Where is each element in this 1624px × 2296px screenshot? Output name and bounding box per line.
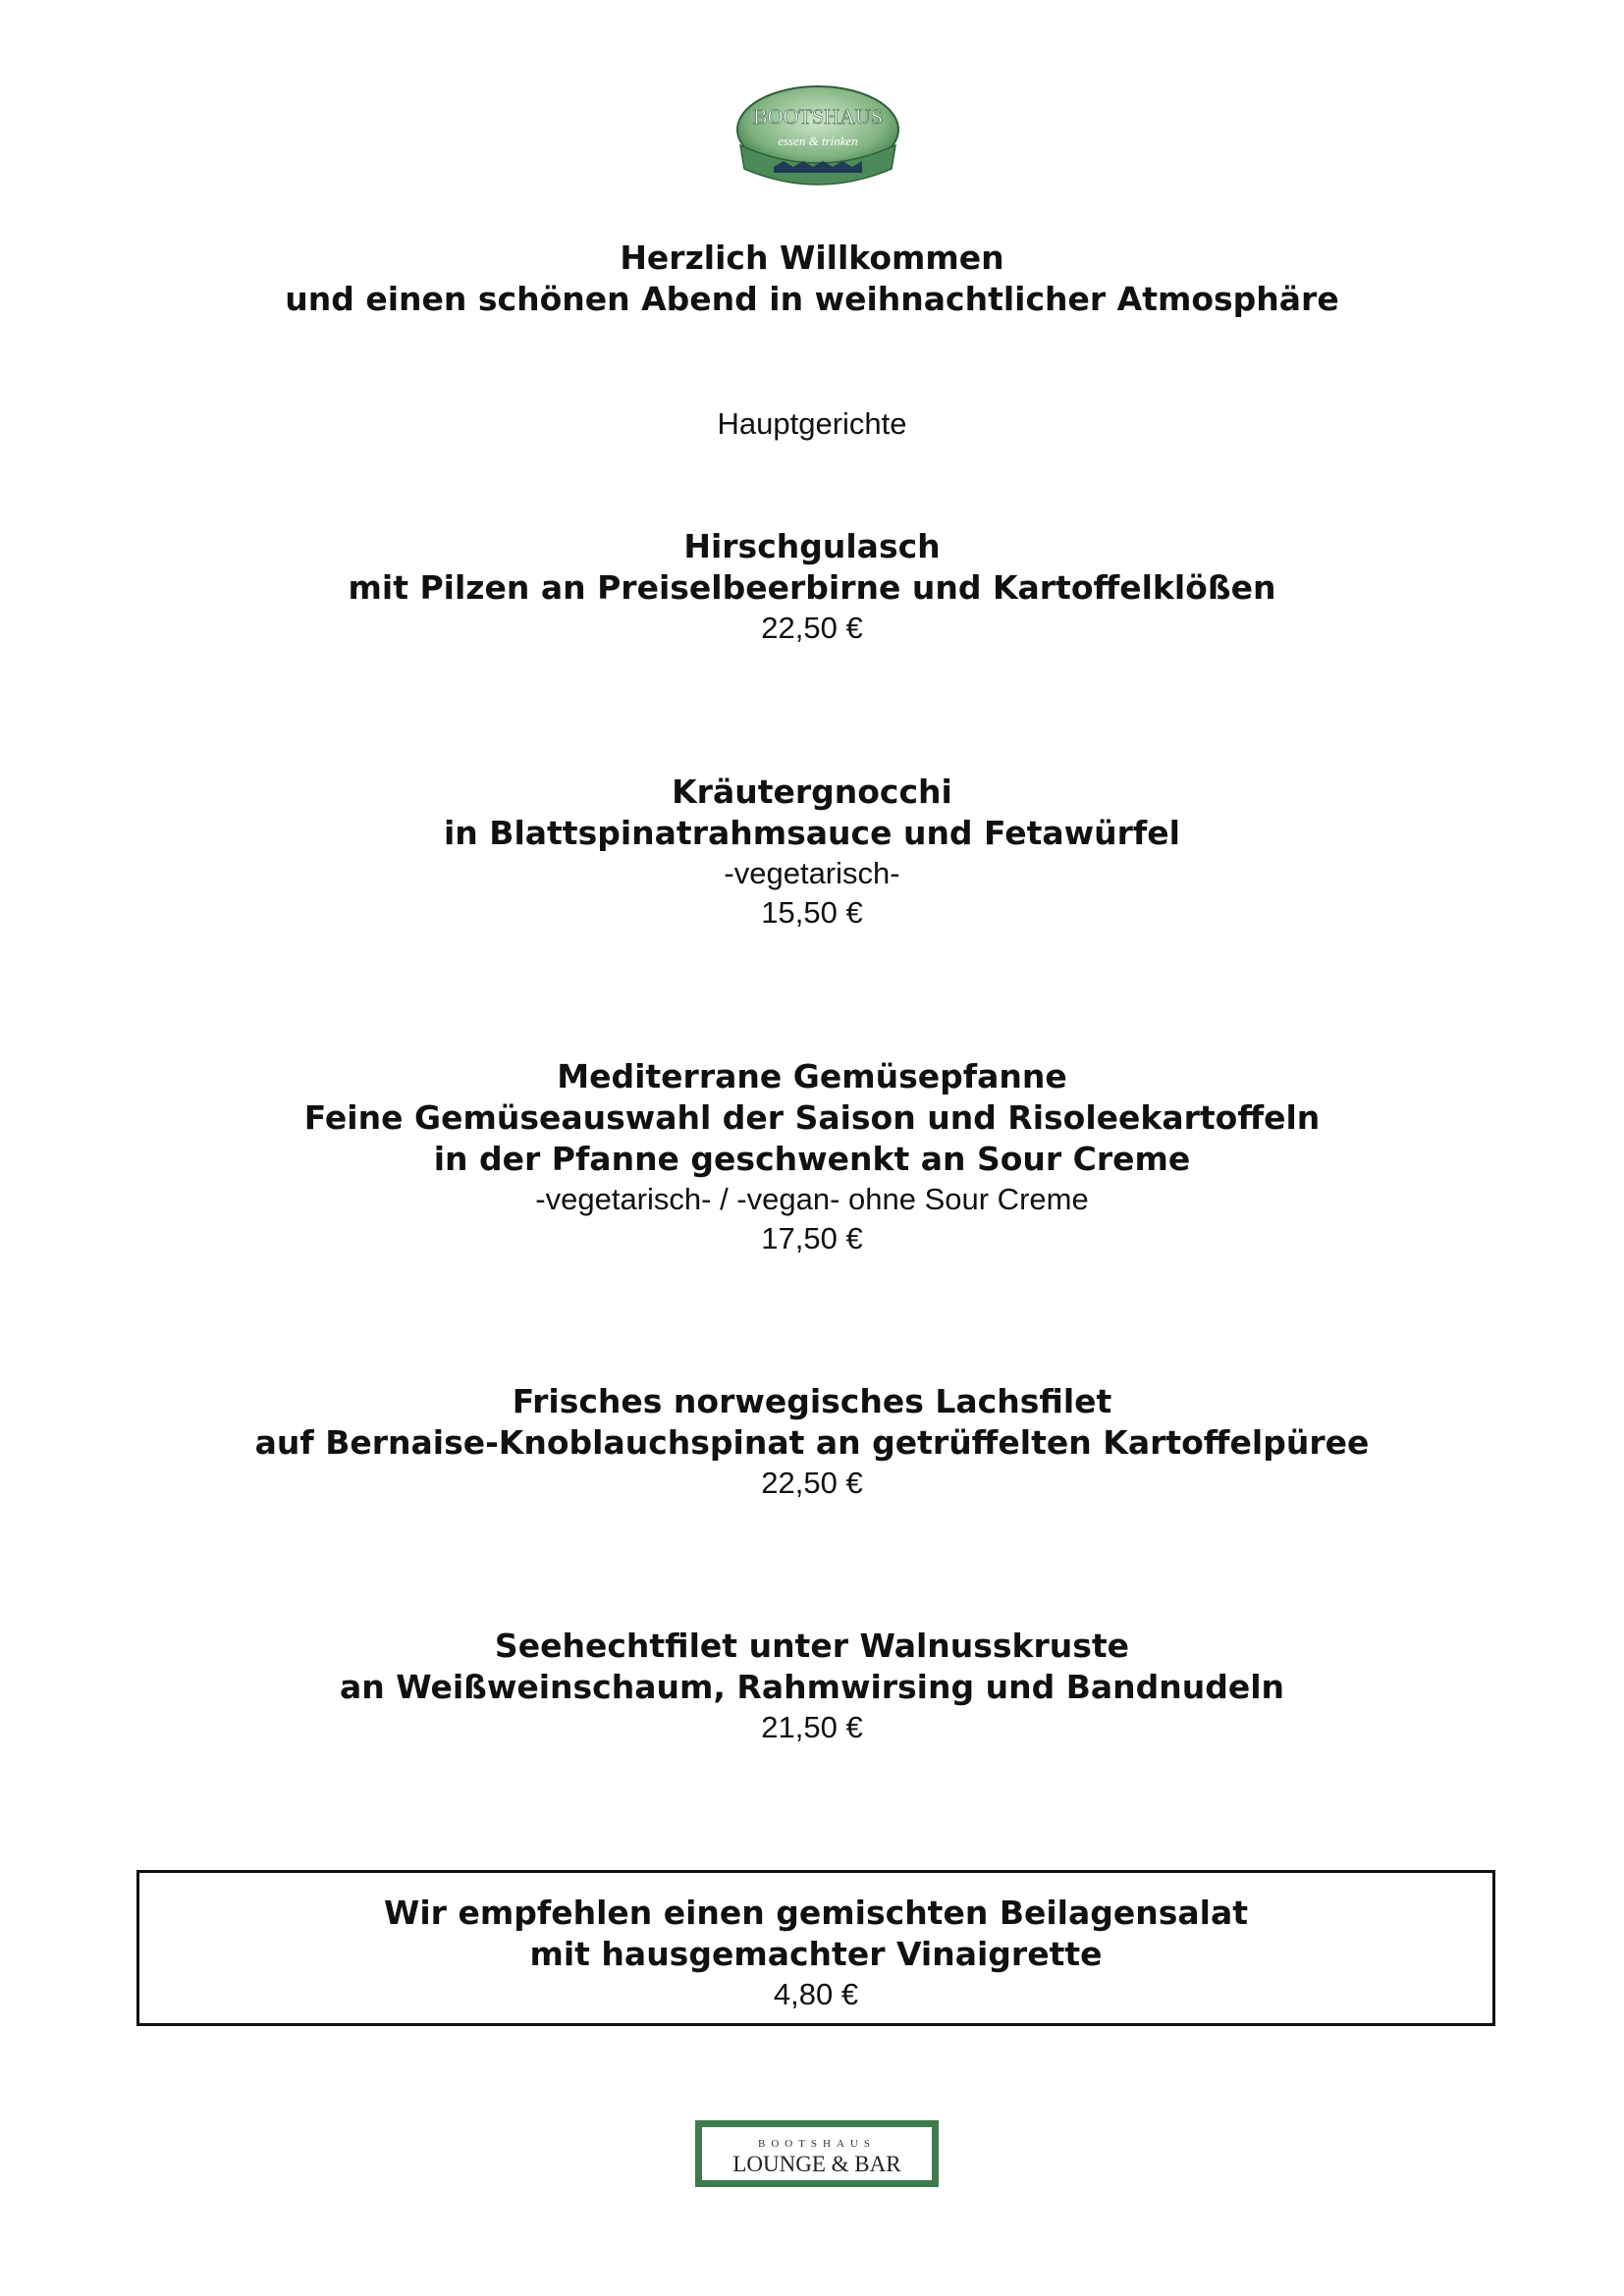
dish-hirschgulasch (0, 526, 1624, 648)
dish-description: Feine Gemüseauswahl der Saison und Risoleekartoffeln (303, 1098, 1321, 1137)
recommendation-line-1: Wir empfehlen einen gemischten Beilagensalat (383, 1894, 1249, 1932)
dish-title: Kräutergnocchi (672, 773, 952, 811)
dish-note: -vegetarisch- (724, 856, 900, 890)
greeting-line-2: und einen schönen Abend in weihnachtlicher Atmosphäre (285, 280, 1339, 318)
dish-price: 22,50 € (761, 1466, 863, 1500)
dish-seehechtfilet (0, 1626, 1624, 1747)
lounge-bar-logo (694, 2119, 940, 2188)
dish-title: Seehechtfilet unter Walnusskruste (494, 1627, 1130, 1665)
dish-price: 21,50 € (761, 1710, 863, 1744)
dish-kraeutergnocchi (0, 772, 1624, 933)
logo-bottom-subtitle: LOUNGE & BAR (732, 2152, 901, 2176)
section-title: Hauptgerichte (717, 406, 907, 441)
dish-price: 22,50 € (761, 611, 863, 645)
logo-top-title: BOOTSHAUS (752, 104, 884, 129)
dish-gemuesepfanne (0, 1056, 1624, 1258)
dish-description: in Blattspinatrahmsauce und Fetawürfel (444, 814, 1180, 852)
greeting-line-1: Herzlich Willkommen (620, 239, 1004, 277)
dish-description: an Weißweinschaum, Rahmwirsing und Bandnudeln (339, 1668, 1285, 1706)
dish-price: 15,50 € (761, 895, 863, 930)
bootshaus-logo (734, 82, 901, 192)
dish-note: -vegetarisch- / -vegan- ohne Sour Creme (535, 1182, 1089, 1216)
dish-description: mit Pilzen an Preiselbeerbirne und Kartoffelklößen (348, 568, 1276, 607)
dish-title: Frisches norwegisches Lachsfilet (512, 1382, 1112, 1420)
logo-top-subtitle: essen & trinken (778, 133, 858, 148)
recommendation-line-2: mit hausgemachter Vinaigrette (529, 1935, 1103, 1973)
recommendation-box (136, 1870, 1495, 2026)
dish-title: Hirschgulasch (683, 527, 941, 565)
logo-bottom-title: BOOTSHAUS (757, 2138, 877, 2150)
dish-lachsfilet (0, 1381, 1624, 1503)
dish-price: 17,50 € (761, 1221, 863, 1255)
dish-description: in der Pfanne geschwenkt an Sour Creme (433, 1140, 1191, 1178)
dish-title: Mediterrane Gemüsepfanne (557, 1057, 1067, 1095)
recommendation-price: 4,80 € (773, 1977, 859, 2011)
greeting (0, 238, 1624, 320)
dish-description: auf Bernaise-Knoblauchspinat an getrüffelten Kartoffelpüree (254, 1423, 1370, 1462)
